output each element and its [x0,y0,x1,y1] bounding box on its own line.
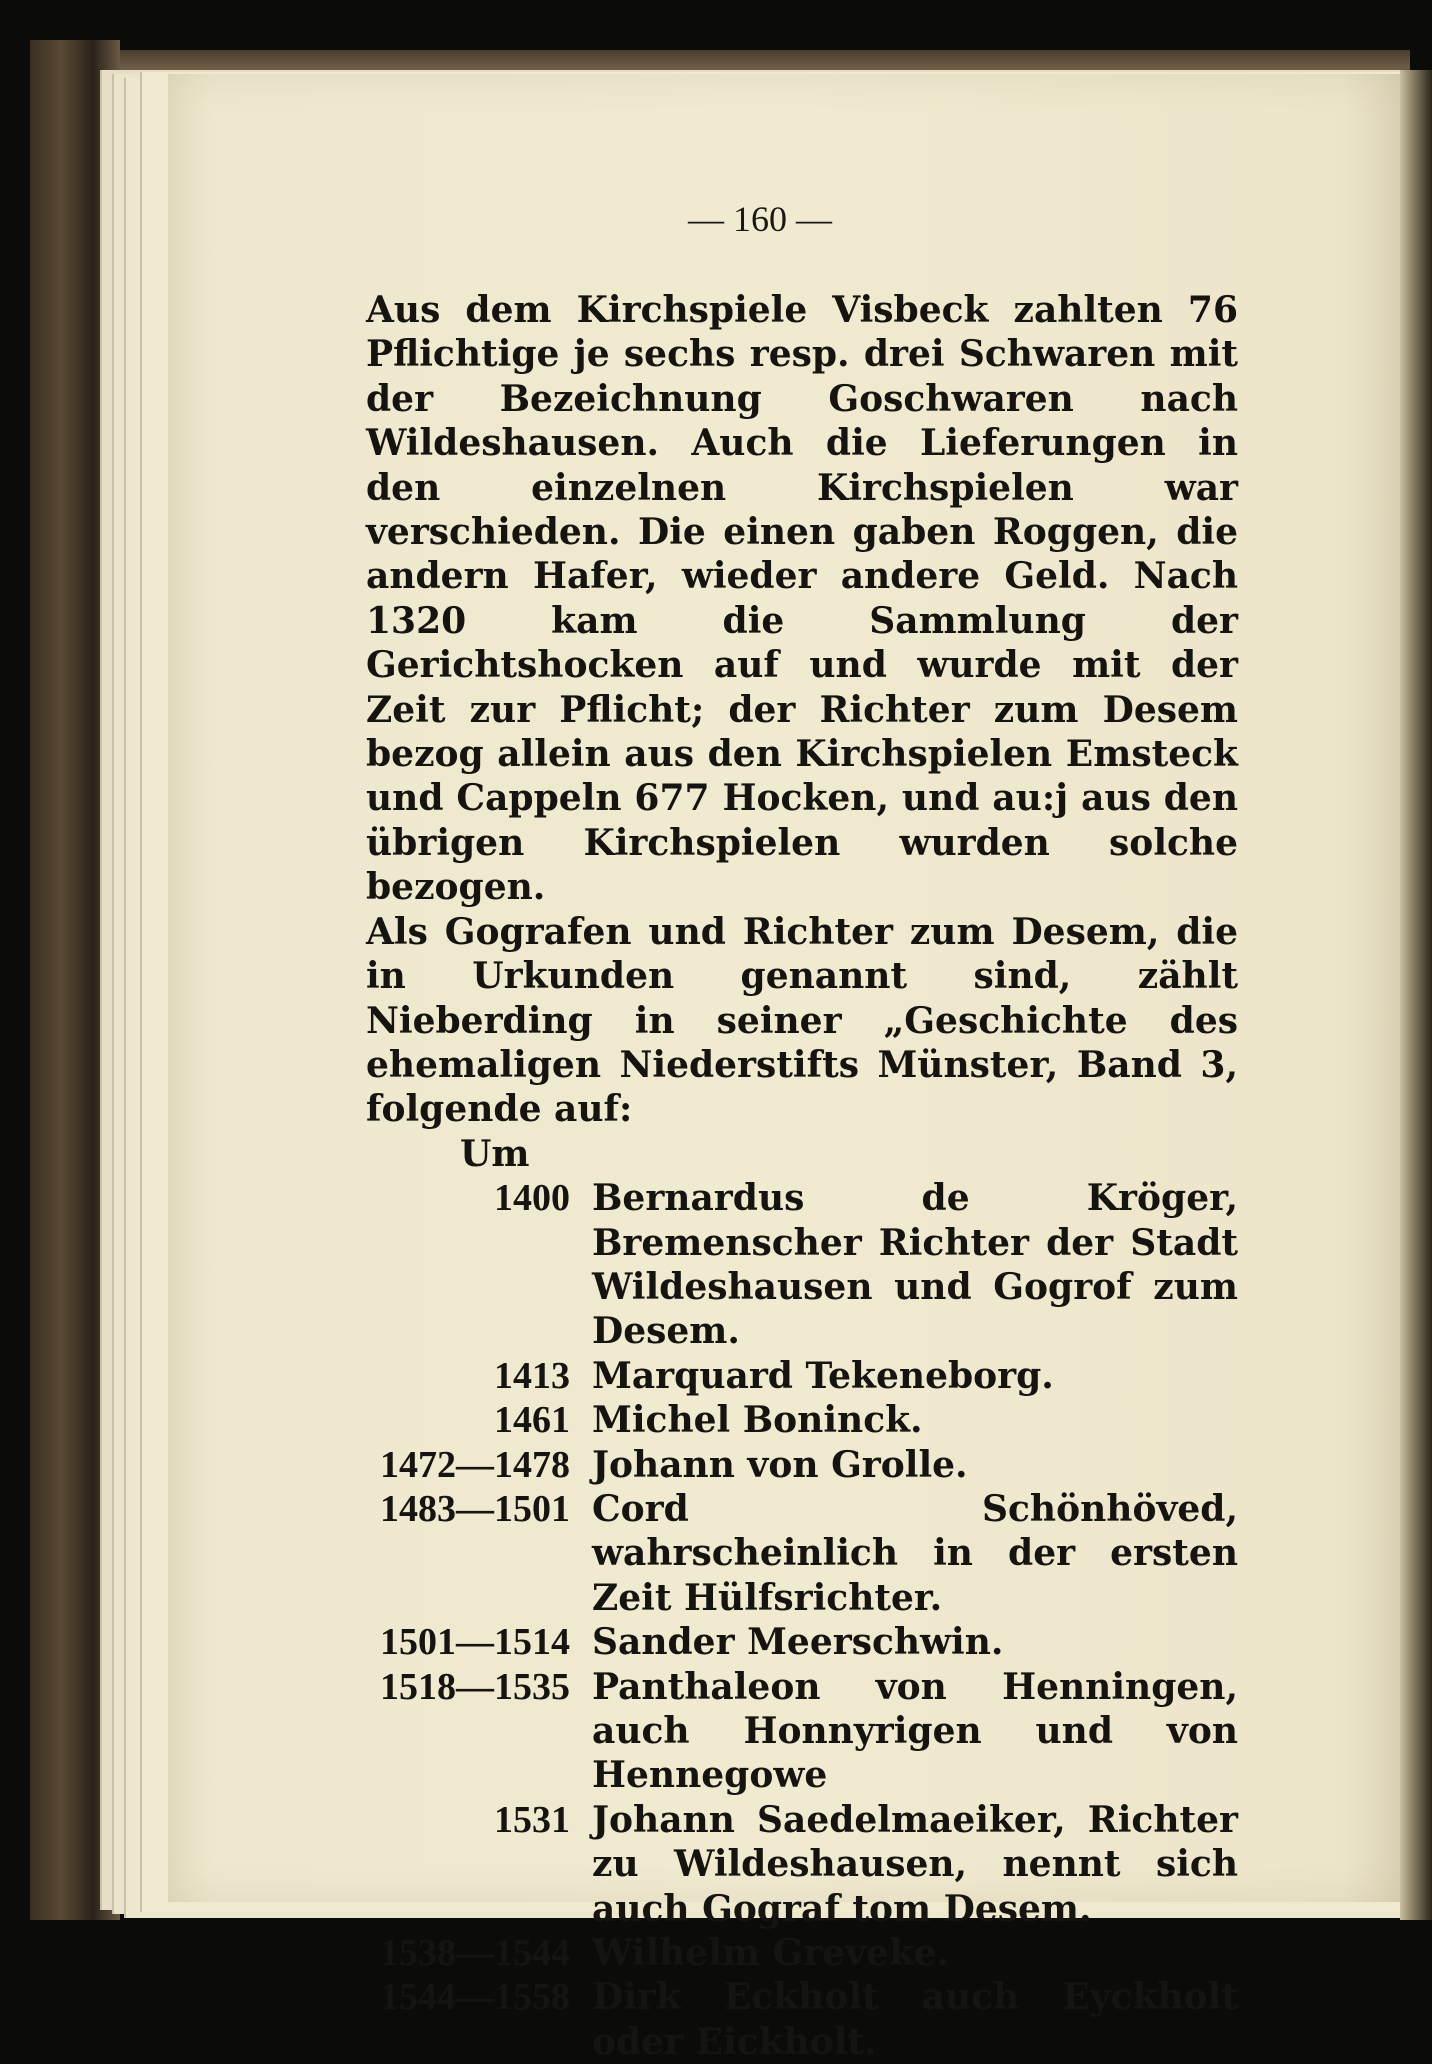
entry-text: Bernardus de Kröger, Bremenscher Richter der Stadt Wildeshausen und Gogrof zum Desem. [592,1177,1238,1353]
entry-text: Wilhelm Greveke. [592,1932,950,1975]
entry-year: 1531 [494,1798,570,1841]
entry-text: Sander Meerschwin. [592,1621,1004,1664]
list-item [366,1620,1238,1664]
entry-text: Panthaleon von Henningen, auch Honnyrigen und von Hennegowe [592,1665,1238,1797]
entry-text: Cord Schönhöved, wahrscheinlich in der ersten Zeit Hülfsrichter. [592,1487,1238,1619]
list-item [366,1665,1238,1798]
entry-year: 1538—1544 [380,1932,570,1975]
entry-year: 1483—1501 [380,1487,570,1530]
page-number: — 160 — [688,199,832,239]
list-item [366,1931,1238,1975]
entry-year: 1501—1514 [380,1621,570,1664]
entry-year: 1544—1558 [380,1976,570,2019]
um-label: Um [460,1132,530,1175]
entry-text: Dirk Eckholt auch Eyckholt oder Eickholt. [592,1976,1238,2063]
entry-year: 1413 [494,1354,570,1397]
book-gutter [1400,70,1432,1920]
page-text [366,288,1238,2064]
paragraph: Als Gografen und Richter zum Desem, die in Urkunden genannt sind, zählt Nieberding in seiner „Geschichte des ehemaligen Niederstifts Münster, Band 3, folgende auf: [366,910,1238,1131]
list-item [366,1354,1238,1398]
entry-text: Michel Boninck. [592,1399,923,1442]
entry-year: 1461 [494,1399,570,1442]
list-item [366,1798,1238,1931]
entry-text: Marquard Tekeneborg. [592,1354,1054,1397]
list-item [366,1975,1238,2064]
list-item [366,1443,1238,1487]
list-item [366,1176,1238,1354]
entry-year: 1518—1535 [380,1665,570,1708]
entry-text: Johann von Grolle. [592,1443,968,1486]
entry-year: 1400 [494,1177,570,1220]
entry-year: 1472—1478 [380,1443,570,1486]
list-item [366,1398,1238,1442]
list-item [366,1487,1238,1620]
entry-text: Johann Saedelmaeiker, Richter zu Wildeshausen, nennt sich auch Gograf tom Desem. [592,1798,1238,1930]
paragraph: Aus dem Kirchspiele Visbeck zahlten 76 Pflichtige je sechs resp. drei Schwaren mit der Bezeichnung Goschwaren nach Wildeshausen. Auch die Lieferungen in den einzelnen Kirchspielen war verschieden. Die einen gaben Roggen, die andern Hafer, wieder andere Geld. Nach 1320 kam die Sammlung der Gerichtshocken auf und wurde mit der Zeit zur Pflicht; der Richter zum Desem bezog allein aus den Kirchspielen Emsteck und Cappeln 677 Hocken, und au:j aus den übrigen Kirchspielen wurden solche bezogen. [366,289,1238,909]
